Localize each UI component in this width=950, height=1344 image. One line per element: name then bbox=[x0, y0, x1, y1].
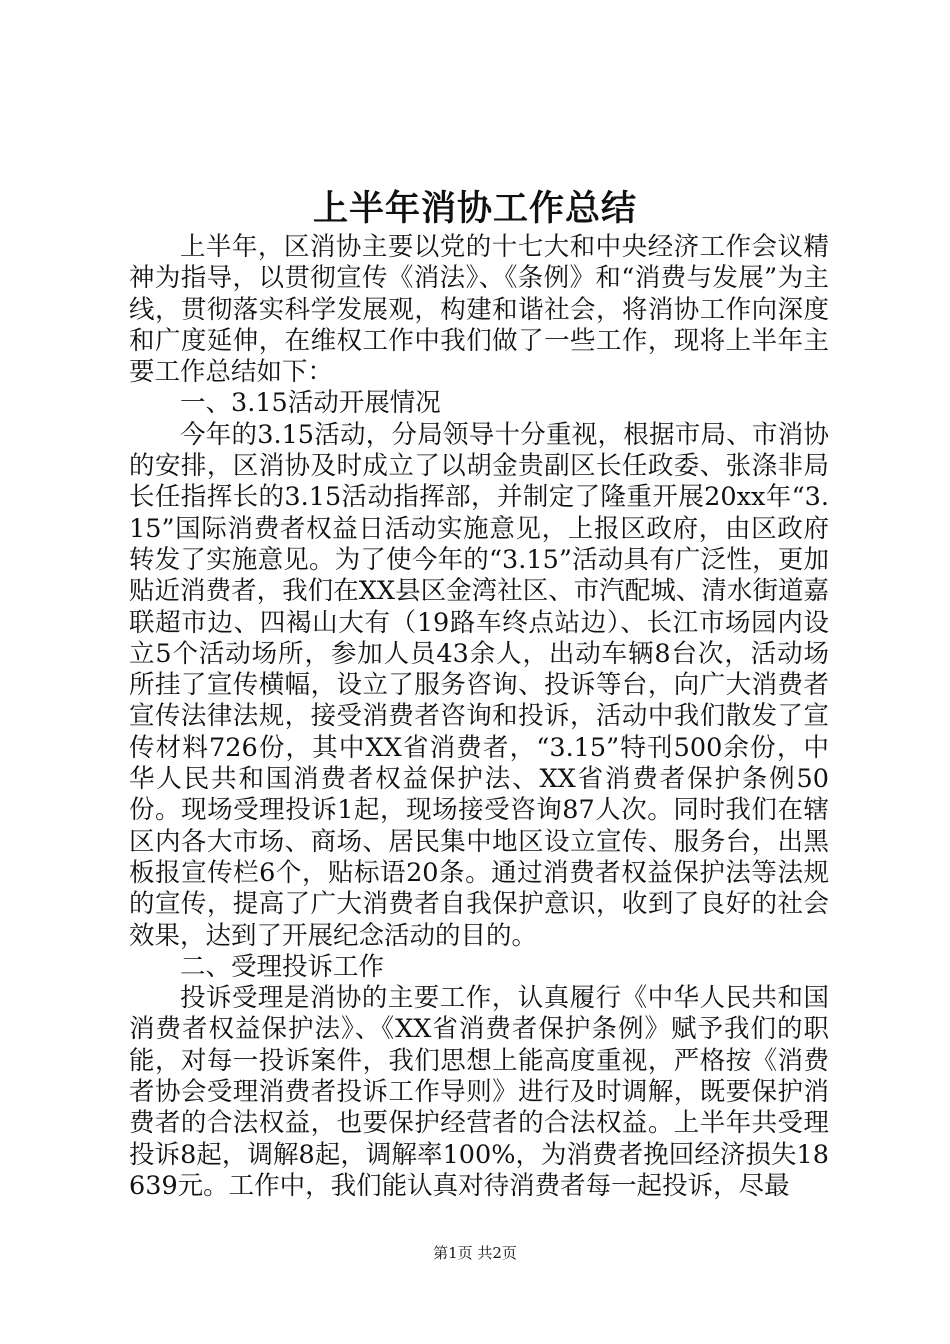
section-heading-2: 二、受理投诉工作 bbox=[180, 951, 385, 982]
intro-paragraph: 上半年，区消协主要以党的十七大和中央经济工作会议精神为指导，以贯彻宣传《消法》、《条例》和“消费与发展”为主线，贯彻落实科学发展观，构建和谐社会，将消协工作向深度和广度延伸，在维权工作中我们做了一些工作，现将上半年主要工作总结如下： bbox=[129, 232, 829, 388]
document-body bbox=[129, 232, 829, 1202]
section-2-paragraph: 投诉受理是消协的主要工作，认真履行《中华人民共和国消费者权益保护法》、《XX省消费者保护条例》赋予我们的职能，对每一投诉案件，我们思想上能高度重视，严格按《消费者协会受理消费者投诉工作导则》进行及时调解，既要保护消费者的合法权益，也要保护经营者的合法权益。上半年共受理投诉8起，调解8起，调解率100%，为消费者挽回经济损失18639元。工作中，我们能认真对待消费者每一起投诉，尽最 bbox=[129, 983, 829, 1201]
section-heading-1: 一、3.15活动开展情况 bbox=[180, 388, 441, 419]
document-title: 上半年消协工作总结 bbox=[312, 188, 637, 229]
page-footer: 第1页 共2页 bbox=[433, 1244, 517, 1262]
section-1-paragraph: 今年的3.15活动，分局领导十分重视，根据市局、市消协的安排，区消协及时成立了以胡金贵副区长任政委、张涤非局长任指挥长的3.15活动指挥部，并制定了隆重开展20xx年“3.15”国际消费者权益日活动实施意见，上报区政府，由区政府转发了实施意见。为了使今年的“3.15”活动具有广泛性，更加贴近消费者，我们在XX县区金湾社区、市汽配城、清水街道嘉联超市边、四褐山大有（19路车终点站边）、长江市场园内设立5个活动场所，参加人员43余人，出动车辆8台次，活动场所挂了宣传横幅，设立了服务咨询、投诉等台，向广大消费者宣传法律法规，接受消费者咨询和投诉，活动中我们散发了宣传材料726份，其中XX省消费者，“3.15”特刊500余份，中华人民共和国消费者权益保护法、XX省消费者保护条例50份。现场受理投诉1起，现场接受咨询87人次。同时我们在辖区内各大市场、商场、居民集中地区设立宣传、服务台，出黑板报宣传栏6个，贴标语20条。通过消费者权益保护法等法规的宣传，提高了广大消费者自我保护意识，收到了良好的社会效果，达到了开展纪念活动的目的。 bbox=[129, 419, 829, 951]
